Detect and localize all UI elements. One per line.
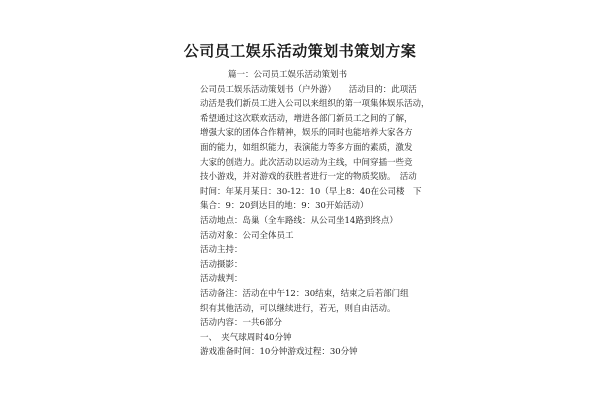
body-line: 集合：9：20到达目的地：9：30开始活动）	[200, 201, 369, 212]
body-line: 时间：年某月某日：30-12：10（早上8：40在公司楼 下	[200, 186, 422, 197]
body-line: 游戏准备时间：10分钟游戏过程：30分钟	[200, 347, 358, 358]
body-line: 一、 夹气球周时40分钟	[200, 332, 292, 343]
body-line: 活动主持：	[200, 245, 243, 256]
body-line: 面的能力，如组织能力，表演能力等多方面的素质，激发	[200, 142, 413, 153]
body-line: 技小游戏，并对游戏的获胜者进行一定的物质奖励。 活动	[200, 172, 417, 183]
body-line: 活动对象：公司全体员工	[200, 230, 294, 241]
body-line: 活动地点：岛巢（全车路线：从公司坐14路到终点）	[200, 215, 398, 226]
body-line: 大家的创造力。此次活动以运动为主线，中间穿插一些竞	[200, 157, 413, 168]
body-line: 希望通过这次联欢活动，增进各部门新员工之间的了解，	[200, 113, 413, 124]
body-line: 公司员工娱乐活动策划书（户外游） 活动目的：此项活	[200, 84, 417, 95]
body-line: 活动裁判：	[200, 274, 243, 285]
body-line: 活动备注：活动在中午12：30结束，结束之后若部门组	[200, 288, 409, 299]
document-title: 公司员工娱乐活动策划书策划方案	[183, 42, 417, 60]
body-line: 织有其他活动，可以继续进行，若无，则自由活动。	[200, 303, 396, 314]
body-line: 增强大家的团体合作精神，娱乐的同时也能培养大家各方	[200, 128, 413, 139]
document-body	[200, 68, 430, 360]
body-line: 动活是我们新员工进入公司以来组织的第一项集体娱乐活动，	[200, 99, 430, 110]
section-heading: 篇一：公司员工娱乐活动策划书	[228, 70, 348, 80]
body-line: 活动摄影：	[200, 259, 243, 270]
body-line: 活动内容：一共6部分	[200, 318, 282, 329]
